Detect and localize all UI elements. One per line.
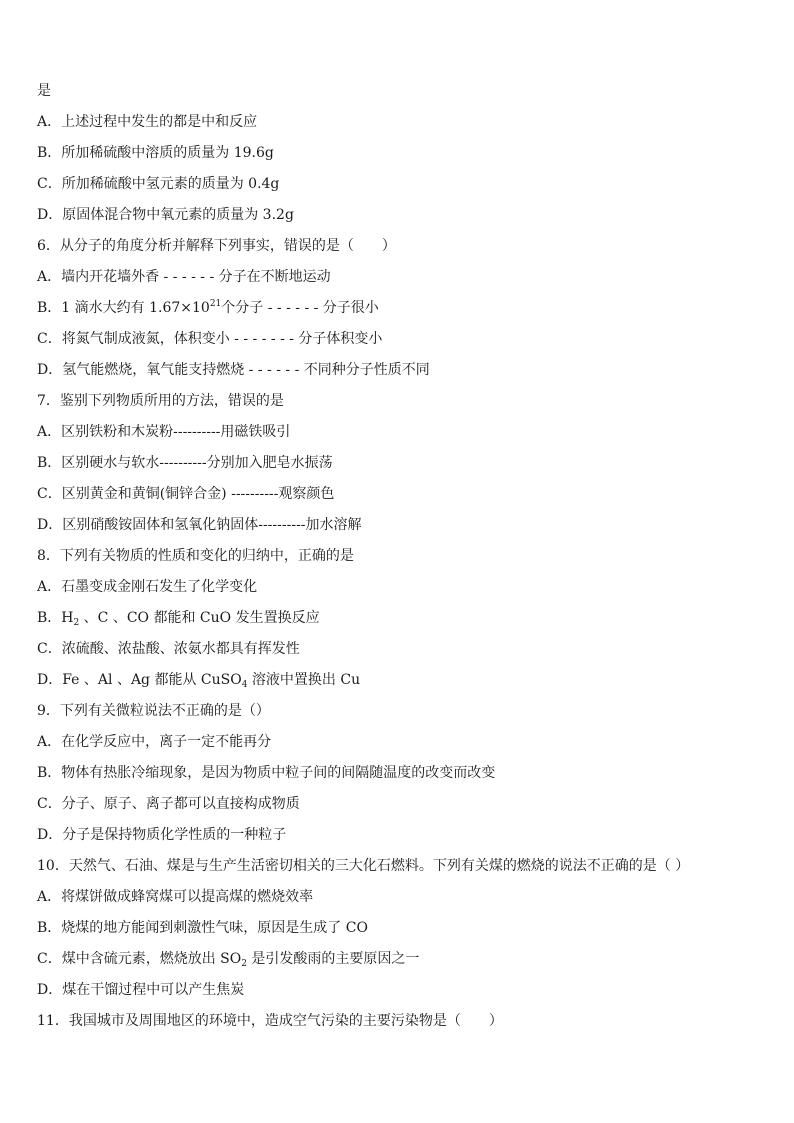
question-11: 11．我国城市及周围地区的环境中，造成空气污染的主要污染物是（ ）: [37, 1013, 503, 1029]
q8-option-a: A．石墨变成金刚石发生了化学变化: [37, 579, 258, 595]
q7-option-b: B．区别硬水与软水----------分别加入肥皂水振荡: [37, 455, 333, 471]
subscript: 2: [73, 618, 80, 628]
q10-option-a: A．将煤饼做成蜂窝煤可以提高煤的燃烧效率: [37, 889, 314, 905]
subscript: 2: [241, 959, 247, 969]
q5-continuation: 是: [37, 83, 51, 99]
exam-page: [37, 80, 757, 1041]
q6-option-c: C．将氮气制成液氮，体积变小 - - - - - - - 分子体积变小: [37, 331, 383, 347]
q7-option-a: A．区别铁粉和木炭粉----------用磁铁吸引: [37, 424, 291, 440]
q5-option-d: D．原固体混合物中氧元素的质量为 3.2g: [37, 207, 294, 223]
q8-option-d: D．Fe 、Al 、Ag 都能从 CuSO$_4$ 溶液中置换出 Cu: [37, 672, 361, 690]
q10-option-c: C．煤中含硫元素，燃烧放出 $SO_2$ 是引发酸雨的主要原因之一: [37, 951, 420, 969]
question-10: 10．天然气、石油、煤是与生产生活密切相关的三大化石燃料。下列有关煤的燃烧的说法不正确的是（ ）: [37, 858, 690, 874]
subscript: 4: [241, 680, 248, 690]
q10-option-b: B．烧煤的地方能闻到刺激性气味，原因是生成了 CO: [37, 920, 368, 936]
q5-option-a: A．上述过程中发生的都是中和反应: [37, 114, 258, 130]
question-7: 7．鉴别下列物质所用的方法，错误的是: [37, 393, 284, 409]
q8-option-b: B．$H_2$ 、C 、CO 都能和 CuO 发生置换反应: [37, 610, 320, 628]
q9-option-a: A．在化学反应中，离子一定不能再分: [37, 734, 272, 750]
q9-option-d: D．分子是保持物质化学性质的一种粒子: [37, 827, 287, 843]
q7-option-c: C．区别黄金和黄铜(铜锌合金) ----------观察颜色: [37, 486, 335, 502]
q9-option-c: C．分子、原子、离子都可以直接构成物质: [37, 796, 300, 812]
q7-option-d: D．区别硝酸铵固体和氢氧化钠固体----------加水溶解: [37, 517, 362, 533]
q9-option-b: B．物体有热胀冷缩现象，是因为物质中粒子间的间隔随温度的改变而改变: [37, 765, 496, 781]
q10-option-d: D．煤在干馏过程中可以产生焦炭: [37, 982, 245, 998]
question-6: 6．从分子的角度分析并解释下列事实，错误的是（ ）: [37, 238, 396, 254]
q5-option-b: B．所加稀硫酸中溶质的质量为 19.6g: [37, 145, 274, 161]
q6-option-b: B．1 滴水大约有 $1.67\times 10^{21}$个分子 - - - - - - 分子很小: [37, 299, 379, 316]
q5-option-c: C．所加稀硫酸中氢元素的质量为 0.4g: [37, 176, 280, 192]
exponent: 21: [209, 299, 222, 309]
question-8: 8．下列有关物质的性质和变化的归纳中，正确的是: [37, 548, 354, 564]
q6-option-a: A．墙内开花墙外香 - - - - - - 分子在不断地运动: [37, 269, 331, 285]
question-9: 9．下列有关微粒说法不正确的是（）: [37, 703, 270, 719]
q8-option-c: C．浓硫酸、浓盐酸、浓氨水都具有挥发性: [37, 641, 300, 657]
q6-option-d: D．氢气能燃烧，氧气能支持燃烧 - - - - - - 不同种分子性质不同: [37, 362, 430, 378]
